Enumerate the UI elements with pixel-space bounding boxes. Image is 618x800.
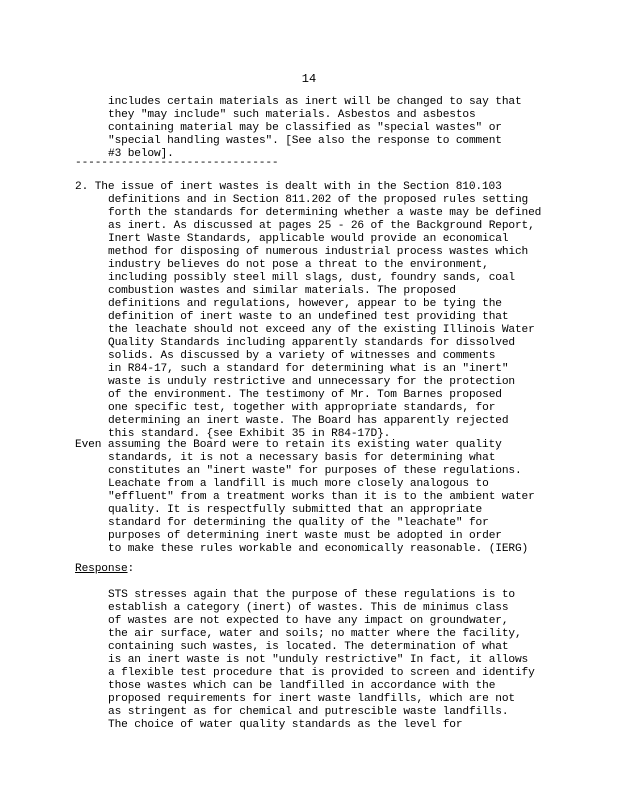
text-line: "special handling wastes". [See also the response to comment (108, 135, 502, 147)
response-heading-colon: : (127, 563, 135, 575)
text-line: quality. It is respectfully submitted that an appropriate (108, 504, 483, 516)
text-line: including possibly steel mill slags, dust, foundry sands, coal (108, 272, 515, 284)
text-line: proposed requirements for inert waste landfills, which are not (108, 693, 515, 705)
text-line: of the environment. The testimony of Mr. Tom Barnes proposed (108, 389, 502, 401)
text-line: constitutes an "inert waste" for purposes of these regulations. (108, 465, 522, 477)
text-line: Quality Standards including apparently standards for dissolved (108, 337, 515, 349)
text-line: Even assuming the Board were to retain its existing water quality (75, 439, 502, 451)
dashed-separator: ------------------------------- (75, 157, 279, 169)
text-line: determining an inert waste. The Board has apparently rejected (108, 415, 509, 427)
text-line: 2. The issue of inert wastes is dealt with in the Section 810.103 (75, 181, 502, 193)
text-line: standard for determining the quality of the "leachate" for (108, 517, 489, 529)
text-line: as stringent as for chemical and putrescible waste landfills. (108, 706, 509, 718)
text-line: one specific test, together with appropriate standards, for (108, 402, 496, 414)
text-line: to make these rules workable and economically reasonable. (IERG) (108, 543, 529, 555)
page-number: 14 (301, 72, 317, 86)
text-line: STS stresses again that the purpose of these regulations is to (108, 589, 515, 601)
text-line: The choice of water quality standards as the level for (108, 719, 463, 731)
text-line: a flexible test procedure that is provided to screen and identify (108, 667, 535, 679)
text-line: industry believes do not pose a threat to the environment, (108, 259, 489, 271)
text-line: forth the standards for determining whether a waste may be defined (108, 207, 542, 219)
text-line: of wastes are not expected to have any impact on groundwater, (108, 615, 509, 627)
text-line: this standard. {see Exhibit 35 in R84-17D}. (108, 428, 391, 440)
text-line: Inert Waste Standards, applicable would provide an economical (108, 233, 509, 245)
text-line: they "may include" such materials. Asbestos and asbestos (108, 109, 476, 121)
text-line: method for disposing of numerous industrial process wastes which (108, 246, 529, 258)
text-line: those wastes which can be landfilled in accordance with the (108, 680, 496, 692)
text-line: standards, it is not a necessary basis for determining what (108, 452, 496, 464)
text-line: #3 below]. (108, 148, 174, 160)
text-line: definition of inert waste to an undefined test providing that (108, 311, 509, 323)
response-heading-text: Response (75, 563, 128, 575)
text-line: purposes of determining inert waste must be adopted in order (108, 530, 502, 542)
text-line: includes certain materials as inert will be changed to say that (108, 96, 522, 108)
text-line: the air surface, water and soils; no matter where the facility, (108, 628, 522, 640)
text-line: definitions and regulations, however, appear to be tying the (108, 298, 502, 310)
text-line: "effluent" from a treatment works than it is to the ambient water (108, 491, 535, 503)
text-line: Leachate from a landfill is much more closely analogous to (108, 478, 489, 490)
text-line: definitions and in Section 811.202 of the proposed rules setting (108, 194, 529, 206)
text-line: containing material may be classified as "special wastes" or (108, 122, 502, 134)
text-line: solids. As discussed by a variety of witnesses and comments (108, 350, 496, 362)
text-line: in R84-17, such a standard for determining what is an "inert" (108, 363, 509, 375)
text-line: as inert. As discussed at pages 25 - 26 of the Background Report, (108, 220, 535, 232)
text-line: waste is unduly restrictive and unnecessary for the protection (108, 376, 515, 388)
text-line: the leachate should not exceed any of the existing Illinois Water (108, 324, 535, 336)
response-heading (75, 563, 134, 576)
text-line: containing such wastes, is located. The determination of what (108, 641, 509, 653)
text-line: is an inert waste is not "unduly restrictive" In fact, it allows (108, 654, 529, 666)
text-line: combustion wastes and similar materials. The proposed (108, 285, 456, 297)
text-line: establish a category (inert) of wastes. This de minimus class (108, 602, 509, 614)
